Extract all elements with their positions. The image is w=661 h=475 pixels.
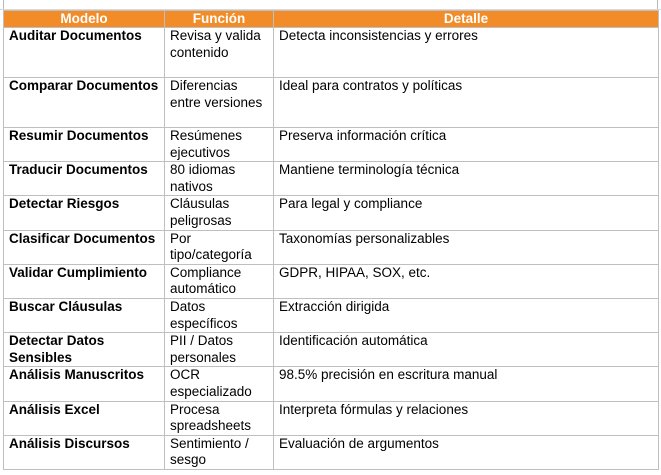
cell-modelo: Traducir Documentos (4, 162, 165, 196)
table-row (4, 78, 659, 128)
cell-modelo: Clasificar Documentos (4, 230, 165, 264)
cell-funcion: Procesa spreadsheets (165, 401, 274, 435)
cell-modelo: Auditar Documentos (4, 28, 165, 78)
cell-modelo: Buscar Cláusulas (4, 298, 165, 332)
cell-funcion: 80 idiomas nativos (165, 162, 274, 196)
header-detalle: Detalle (274, 11, 659, 28)
table-row (4, 367, 659, 401)
table-row (4, 128, 659, 162)
cell-funcion: PII / Datos personales (165, 333, 274, 367)
cell-funcion: Compliance automático (165, 264, 274, 298)
cell-detalle: Identificación automática (274, 333, 659, 367)
cell-modelo: Detectar Riesgos (4, 196, 165, 230)
cell-detalle: GDPR, HIPAA, SOX, etc. (274, 264, 659, 298)
cell-detalle: Preserva información crítica (274, 128, 659, 162)
cell-modelo: Detectar Datos Sensibles (4, 333, 165, 367)
cell-funcion: Sentimiento / sesgo (165, 435, 274, 469)
table-row (4, 264, 659, 298)
table-row (4, 435, 659, 469)
cell-detalle: Mantiene terminología técnica (274, 162, 659, 196)
cell-funcion: Diferencias entre versiones (165, 78, 274, 128)
cell-detalle: Para legal y compliance (274, 196, 659, 230)
cell-detalle: Evaluación de argumentos (274, 435, 659, 469)
page-top-rule (0, 0, 661, 10)
cell-funcion: Por tipo/categoría (165, 230, 274, 264)
cell-modelo: Análisis Manuscritos (4, 367, 165, 401)
cell-funcion: Revisa y valida contenido (165, 28, 274, 78)
cell-funcion: Resúmenes ejecutivos (165, 128, 274, 162)
cell-detalle: Taxonomías personalizables (274, 230, 659, 264)
cell-modelo: Comparar Documentos (4, 78, 165, 128)
cell-modelo: Resumir Documentos (4, 128, 165, 162)
header-funcion: Función (165, 11, 274, 28)
ruler-tick (657, 0, 658, 9)
cell-funcion: Cláusulas peligrosas (165, 196, 274, 230)
ruler-tick (3, 0, 4, 9)
cell-funcion: OCR especializado (165, 367, 274, 401)
cell-detalle: 98.5% precisión en escritura manual (274, 367, 659, 401)
table-row (4, 162, 659, 196)
table-row (4, 28, 659, 78)
header-modelo: Modelo (4, 11, 165, 28)
models-table (3, 10, 659, 470)
table-row (4, 401, 659, 435)
cell-detalle: Interpreta fórmulas y relaciones (274, 401, 659, 435)
table-header-row (4, 11, 659, 28)
cell-detalle: Extracción dirigida (274, 298, 659, 332)
cell-modelo: Validar Cumplimiento (4, 264, 165, 298)
cell-modelo: Análisis Excel (4, 401, 165, 435)
cell-funcion: Datos específicos (165, 298, 274, 332)
cell-modelo: Análisis Discursos (4, 435, 165, 469)
cell-detalle: Detecta inconsistencias y errores (274, 28, 659, 78)
table-row (4, 230, 659, 264)
table-row (4, 196, 659, 230)
table-row (4, 298, 659, 332)
table-row (4, 333, 659, 367)
cell-detalle: Ideal para contratos y políticas (274, 78, 659, 128)
